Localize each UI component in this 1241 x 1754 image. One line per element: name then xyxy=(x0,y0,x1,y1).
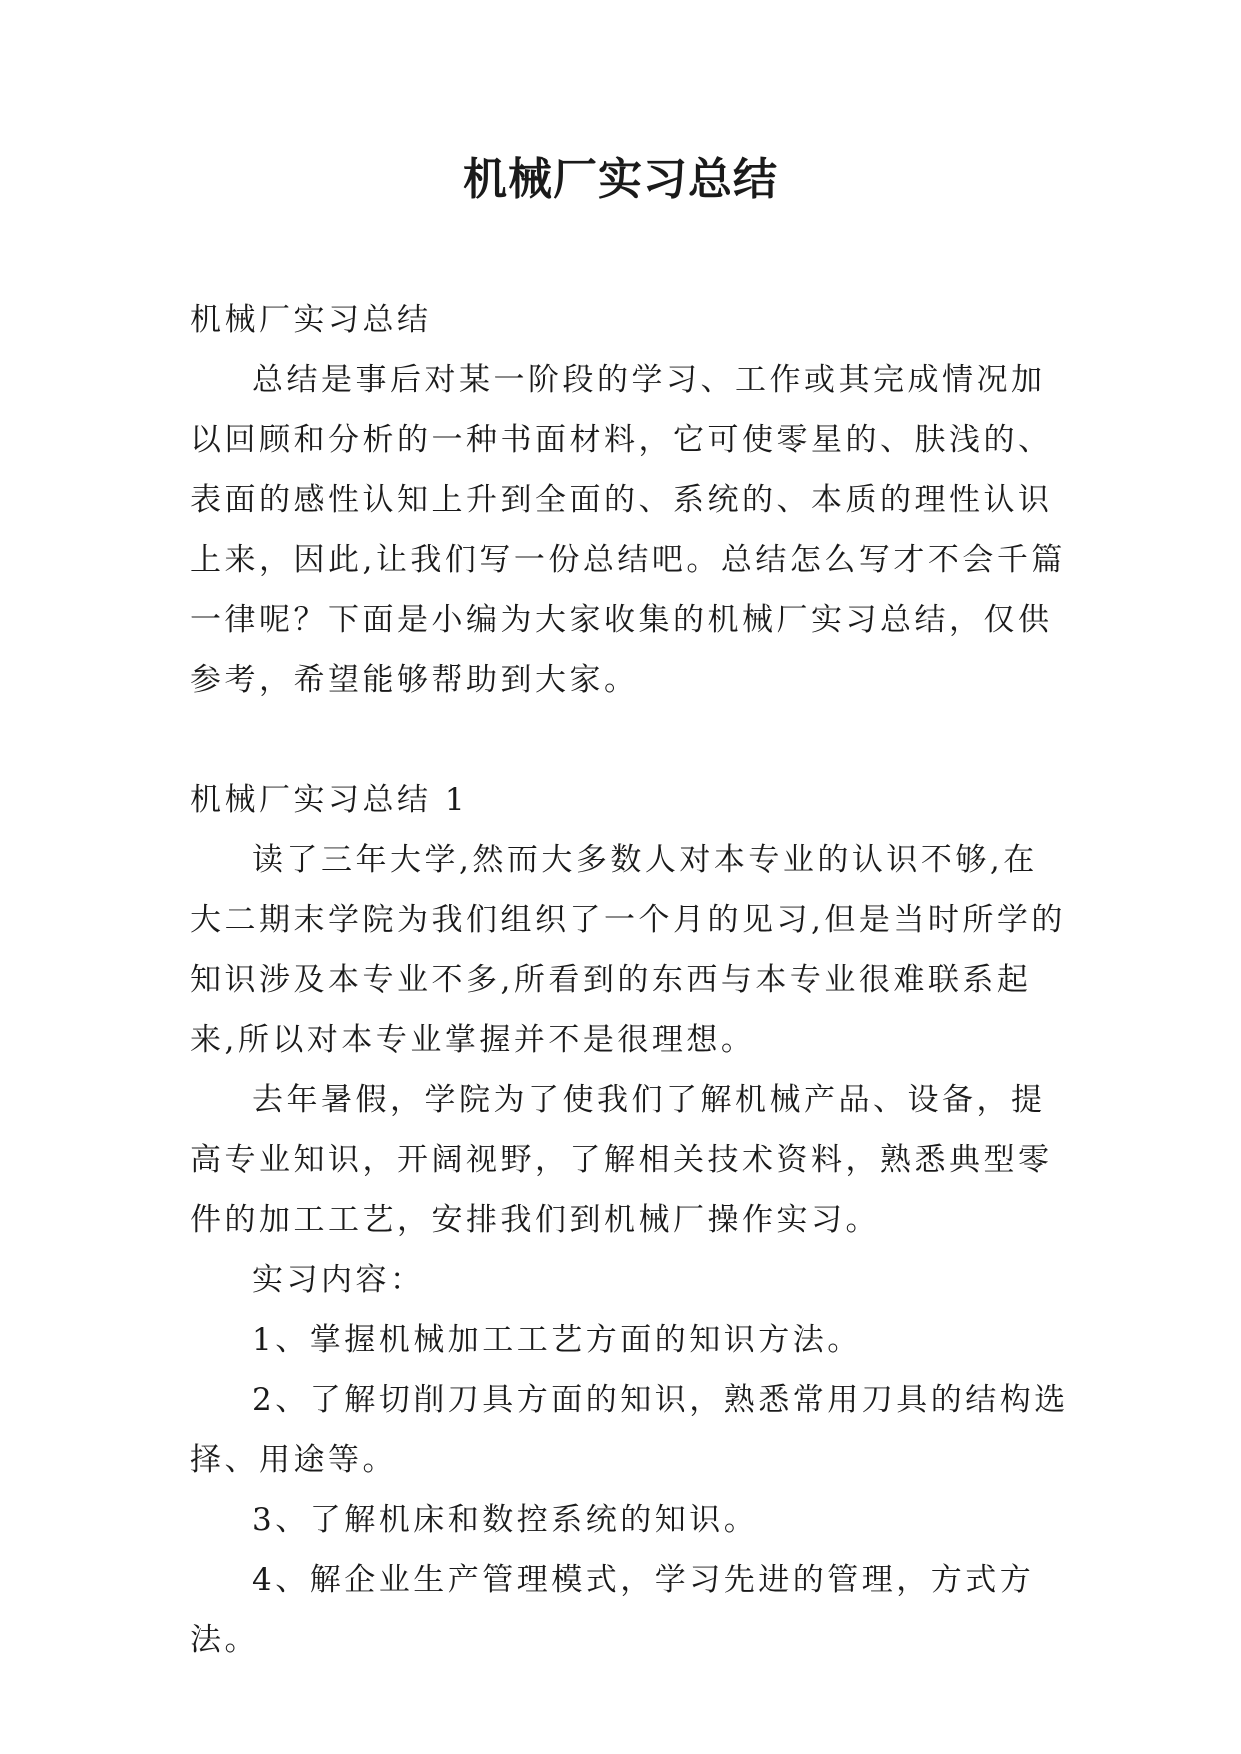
document-body xyxy=(190,290,1070,1670)
document-title: 机械厂实习总结 xyxy=(463,154,778,205)
section-heading: 机械厂实习总结 xyxy=(190,302,432,338)
body-paragraph: 读了三年大学,然而大多数人对本专业的认识不够,在大二期末学院为我们组织了一个月的见习,但是当时所学的知识涉及本专业不多,所看到的东西与本专业很难联系起来,所以对本专业掌握并不是很理想。 xyxy=(190,842,1066,1058)
list-item: 3、了解机床和数控系统的知识。 xyxy=(252,1502,759,1538)
intro-paragraph: 总结是事后对某一阶段的学习、工作或其完成情况加以回顾和分析的一种书面材料，它可使零星的、肤浅的、表面的感性认知上升到全面的、系统的、本质的理性认识上来，因此,让我们写一份总结吧。总结怎么写才不会千篇一律呢？下面是小编为大家收集的机械厂实习总结，仅供参考，希望能够帮助到大家。 xyxy=(190,362,1066,698)
paragraph-spacer xyxy=(190,710,1070,770)
list-item: 2、了解切削刀具方面的知识，熟悉常用刀具的结构选择、用途等。 xyxy=(190,1382,1069,1478)
list-item: 4、解企业生产管理模式，学习先进的管理，方式方法。 xyxy=(190,1562,1035,1658)
list-heading: 实习内容： xyxy=(252,1262,425,1298)
list-item: 1、掌握机械加工工艺方面的知识方法。 xyxy=(252,1322,862,1358)
section-heading-1: 机械厂实习总结 1 xyxy=(190,782,469,818)
body-paragraph: 去年暑假，学院为了使我们了解机械产品、设备，提高专业知识，开阔视野，了解相关技术资料，熟悉典型零件的加工工艺，安排我们到机械厂操作实习。 xyxy=(190,1082,1053,1238)
